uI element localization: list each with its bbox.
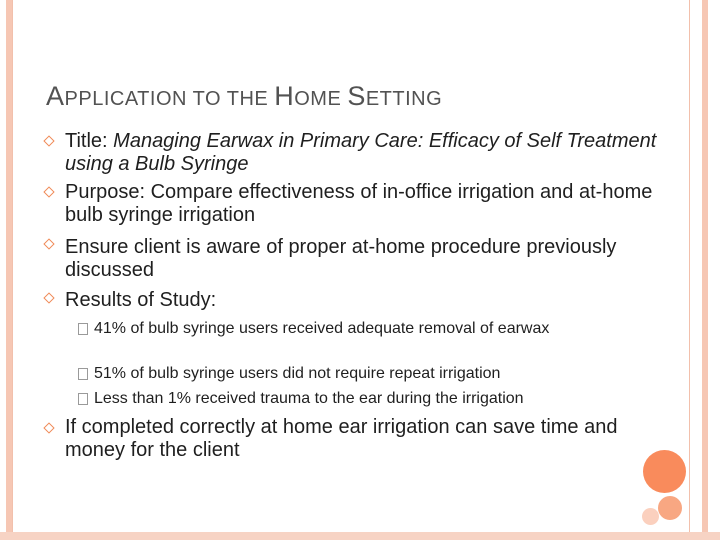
- bullet-label: Title:: [65, 130, 114, 152]
- title-text-1: PPLICATION TO THE: [64, 88, 269, 110]
- title-text-2: OME: [294, 88, 342, 110]
- bullet-item-title: [65, 130, 665, 176]
- bullet-item-results: Results of Study:: [65, 289, 217, 311]
- square-bullet-icon: [78, 393, 88, 405]
- study-title-text: Managing Earwax in Primary Care: Efficacy of Self Treatment using a Bulb Syringe: [65, 130, 657, 175]
- square-bullet-icon: [78, 323, 88, 335]
- title-text-3: ETTING: [365, 88, 443, 110]
- bullet-item-purpose: Purpose: Compare effectiveness of in-office irrigation and at-home bulb syringe irrigation: [65, 181, 653, 226]
- slide-title: [46, 76, 442, 113]
- bullet-item-conclusion: If completed correctly at home ear irrigation can save time and money for the client: [65, 416, 618, 461]
- title-initial-3: S: [347, 81, 366, 111]
- square-bullet-icon: [78, 368, 88, 380]
- title-initial-2: H: [274, 81, 295, 111]
- title-initial-1: A: [46, 81, 65, 111]
- slide-bottom-band: [0, 532, 720, 540]
- sub-bullet-item: 51% of bulb syringe users did not require repeat irrigation: [94, 365, 501, 382]
- decorative-circle-small: [642, 508, 659, 525]
- sub-bullet-item: Less than 1% received trauma to the ear during the irrigation: [94, 390, 524, 407]
- decorative-circle-large: [643, 450, 686, 493]
- sub-bullet-item: 41% of bulb syringe users received adequate removal of earwax: [94, 320, 550, 337]
- bullet-item-ensure: Ensure client is aware of proper at-home procedure previously discussed: [65, 236, 617, 281]
- decorative-circle-medium: [656, 494, 684, 522]
